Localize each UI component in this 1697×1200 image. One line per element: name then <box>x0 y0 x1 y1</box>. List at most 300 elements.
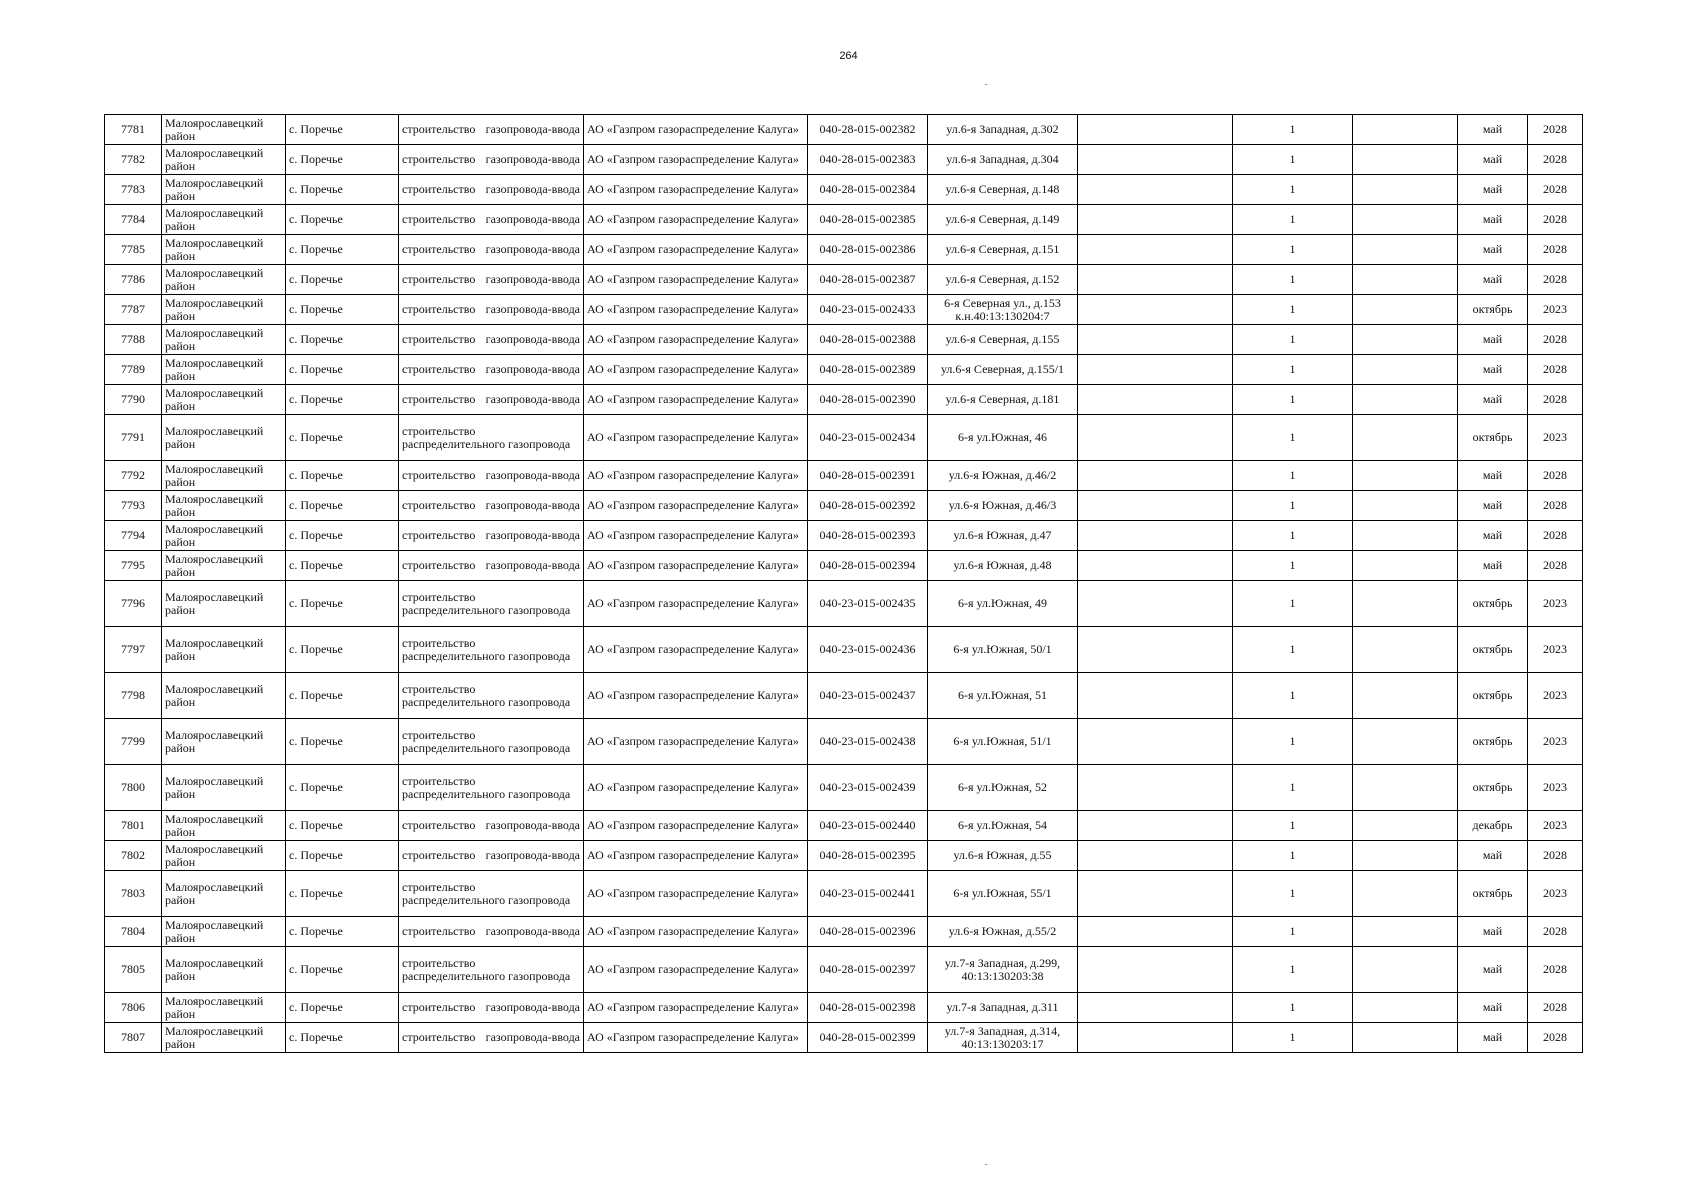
record-number: 7781 <box>105 115 162 145</box>
month-cell: май <box>1458 175 1528 205</box>
quantity-cell: 1 <box>1233 295 1353 325</box>
district-cell: Малоярославецкий район <box>162 115 286 145</box>
settlement-cell: с. Поречье <box>286 265 399 295</box>
district-cell: Малоярославецкий район <box>162 673 286 719</box>
record-number: 7795 <box>105 551 162 581</box>
empty-cell <box>1078 175 1233 205</box>
organization-cell: АО «Газпром газораспределение Калуга» <box>584 993 808 1023</box>
quantity-cell: 1 <box>1233 115 1353 145</box>
address-cell: 6-я ул.Южная, 54 <box>928 811 1078 841</box>
organization-cell: АО «Газпром газораспределение Калуга» <box>584 115 808 145</box>
month-cell: май <box>1458 1023 1528 1053</box>
object-code-cell: 040-28-015-002396 <box>808 917 928 947</box>
address-cell: 6-я ул.Южная, 51/1 <box>928 719 1078 765</box>
record-number: 7807 <box>105 1023 162 1053</box>
organization-cell: АО «Газпром газораспределение Калуга» <box>584 175 808 205</box>
empty-cell <box>1078 205 1233 235</box>
settlement-cell: с. Поречье <box>286 841 399 871</box>
address-cell: 6-я ул.Южная, 46 <box>928 415 1078 461</box>
object-code-cell: 040-28-015-002385 <box>808 205 928 235</box>
settlement-cell: с. Поречье <box>286 175 399 205</box>
organization-cell: АО «Газпром газораспределение Калуга» <box>584 841 808 871</box>
work-type-cell: строительство газопровода-ввода <box>399 235 584 265</box>
month-cell: май <box>1458 205 1528 235</box>
year-cell: 2028 <box>1528 355 1583 385</box>
object-code-cell: 040-28-015-002393 <box>808 521 928 551</box>
record-number: 7793 <box>105 491 162 521</box>
quantity-cell: 1 <box>1233 325 1353 355</box>
quantity-cell: 1 <box>1233 1023 1353 1053</box>
district-cell: Малоярославецкий район <box>162 385 286 415</box>
record-number: 7791 <box>105 415 162 461</box>
empty-cell <box>1078 115 1233 145</box>
organization-cell: АО «Газпром газораспределение Калуга» <box>584 295 808 325</box>
district-cell: Малоярославецкий район <box>162 871 286 917</box>
object-code-cell: 040-23-015-002434 <box>808 415 928 461</box>
record-number: 7784 <box>105 205 162 235</box>
month-cell: октябрь <box>1458 627 1528 673</box>
table-row <box>105 235 1583 265</box>
year-cell: 2028 <box>1528 205 1583 235</box>
empty-cell <box>1353 325 1458 355</box>
work-type-cell: строительство газопровода-ввода <box>399 295 584 325</box>
record-number: 7783 <box>105 175 162 205</box>
object-code-cell: 040-28-015-002388 <box>808 325 928 355</box>
record-number: 7790 <box>105 385 162 415</box>
quantity-cell: 1 <box>1233 175 1353 205</box>
work-type-cell: строительство газопровода-ввода <box>399 993 584 1023</box>
month-cell: октябрь <box>1458 719 1528 765</box>
year-cell: 2023 <box>1528 673 1583 719</box>
work-type-cell: строительство распределительного газопровода <box>399 415 584 461</box>
address-cell: ул.6-я Южная, д.55 <box>928 841 1078 871</box>
empty-cell <box>1353 461 1458 491</box>
address-cell: ул.6-я Северная, д.155/1 <box>928 355 1078 385</box>
record-number: 7782 <box>105 145 162 175</box>
work-type-cell: строительство газопровода-ввода <box>399 841 584 871</box>
work-type-cell: строительство газопровода-ввода <box>399 265 584 295</box>
record-number: 7798 <box>105 673 162 719</box>
empty-cell <box>1078 719 1233 765</box>
object-code-cell: 040-23-015-002433 <box>808 295 928 325</box>
month-cell: май <box>1458 325 1528 355</box>
district-cell: Малоярославецкий район <box>162 521 286 551</box>
record-number: 7786 <box>105 265 162 295</box>
quantity-cell: 1 <box>1233 385 1353 415</box>
organization-cell: АО «Газпром газораспределение Калуга» <box>584 1023 808 1053</box>
table-row <box>105 325 1583 355</box>
district-cell: Малоярославецкий район <box>162 355 286 385</box>
year-cell: 2028 <box>1528 1023 1583 1053</box>
empty-cell <box>1353 673 1458 719</box>
object-code-cell: 040-23-015-002438 <box>808 719 928 765</box>
organization-cell: АО «Газпром газораспределение Калуга» <box>584 811 808 841</box>
empty-cell <box>1078 145 1233 175</box>
record-number: 7796 <box>105 581 162 627</box>
district-cell: Малоярославецкий район <box>162 175 286 205</box>
empty-cell <box>1353 627 1458 673</box>
work-type-cell: строительство газопровода-ввода <box>399 355 584 385</box>
record-number: 7804 <box>105 917 162 947</box>
empty-cell <box>1078 461 1233 491</box>
organization-cell: АО «Газпром газораспределение Калуга» <box>584 145 808 175</box>
quantity-cell: 1 <box>1233 917 1353 947</box>
district-cell: Малоярославецкий район <box>162 491 286 521</box>
empty-cell <box>1078 295 1233 325</box>
year-cell: 2023 <box>1528 295 1583 325</box>
year-cell: 2023 <box>1528 415 1583 461</box>
empty-cell <box>1078 871 1233 917</box>
work-type-cell: строительство газопровода-ввода <box>399 521 584 551</box>
year-cell: 2023 <box>1528 765 1583 811</box>
year-cell: 2028 <box>1528 265 1583 295</box>
work-type-cell: строительство распределительного газопровода <box>399 947 584 993</box>
settlement-cell: с. Поречье <box>286 947 399 993</box>
page-number: 264 <box>839 50 858 62</box>
address-cell: ул.6-я Северная, д.152 <box>928 265 1078 295</box>
organization-cell: АО «Газпром газораспределение Калуга» <box>584 491 808 521</box>
year-cell: 2028 <box>1528 993 1583 1023</box>
table-row <box>105 175 1583 205</box>
work-type-cell: строительство газопровода-ввода <box>399 175 584 205</box>
table-row <box>105 521 1583 551</box>
empty-cell <box>1078 627 1233 673</box>
empty-cell <box>1078 325 1233 355</box>
table-row <box>105 295 1583 325</box>
quantity-cell: 1 <box>1233 765 1353 811</box>
district-cell: Малоярославецкий район <box>162 581 286 627</box>
work-type-cell: строительство газопровода-ввода <box>399 491 584 521</box>
table-row <box>105 627 1583 673</box>
object-code-cell: 040-23-015-002441 <box>808 871 928 917</box>
table-row <box>105 145 1583 175</box>
object-code-cell: 040-28-015-002386 <box>808 235 928 265</box>
district-cell: Малоярославецкий район <box>162 415 286 461</box>
quantity-cell: 1 <box>1233 461 1353 491</box>
month-cell: май <box>1458 993 1528 1023</box>
organization-cell: АО «Газпром газораспределение Калуга» <box>584 673 808 719</box>
address-cell: ул.6-я Северная, д.181 <box>928 385 1078 415</box>
table-row <box>105 765 1583 811</box>
address-cell: ул.6-я Северная, д.148 <box>928 175 1078 205</box>
year-cell: 2028 <box>1528 325 1583 355</box>
quantity-cell: 1 <box>1233 811 1353 841</box>
month-cell: май <box>1458 145 1528 175</box>
settlement-cell: с. Поречье <box>286 1023 399 1053</box>
empty-cell <box>1078 765 1233 811</box>
table-row <box>105 811 1583 841</box>
empty-cell <box>1078 841 1233 871</box>
organization-cell: АО «Газпром газораспределение Калуга» <box>584 235 808 265</box>
empty-cell <box>1078 811 1233 841</box>
month-cell: октябрь <box>1458 295 1528 325</box>
object-code-cell: 040-28-015-002389 <box>808 355 928 385</box>
empty-cell <box>1078 993 1233 1023</box>
quantity-cell: 1 <box>1233 265 1353 295</box>
settlement-cell: с. Поречье <box>286 811 399 841</box>
empty-cell <box>1353 491 1458 521</box>
empty-cell <box>1353 175 1458 205</box>
month-cell: май <box>1458 551 1528 581</box>
address-cell: ул.6-я Северная, д.151 <box>928 235 1078 265</box>
quantity-cell: 1 <box>1233 235 1353 265</box>
empty-cell <box>1078 1023 1233 1053</box>
quantity-cell: 1 <box>1233 841 1353 871</box>
quantity-cell: 1 <box>1233 551 1353 581</box>
district-cell: Малоярославецкий район <box>162 461 286 491</box>
table-row <box>105 265 1583 295</box>
table-row <box>105 1023 1583 1053</box>
settlement-cell: с. Поречье <box>286 385 399 415</box>
month-cell: октябрь <box>1458 581 1528 627</box>
scan-speck <box>985 84 987 85</box>
empty-cell <box>1353 115 1458 145</box>
district-cell: Малоярославецкий район <box>162 265 286 295</box>
work-type-cell: строительство газопровода-ввода <box>399 461 584 491</box>
table-row <box>105 841 1583 871</box>
object-code-cell: 040-28-015-002398 <box>808 993 928 1023</box>
work-type-cell: строительство распределительного газопровода <box>399 719 584 765</box>
organization-cell: АО «Газпром газораспределение Калуга» <box>584 581 808 627</box>
work-type-cell: строительство газопровода-ввода <box>399 115 584 145</box>
work-type-cell: строительство газопровода-ввода <box>399 385 584 415</box>
empty-cell <box>1353 385 1458 415</box>
month-cell: май <box>1458 461 1528 491</box>
work-type-cell: строительство распределительного газопровода <box>399 765 584 811</box>
work-type-cell: строительство газопровода-ввода <box>399 1023 584 1053</box>
table-row <box>105 461 1583 491</box>
empty-cell <box>1078 551 1233 581</box>
empty-cell <box>1353 765 1458 811</box>
quantity-cell: 1 <box>1233 627 1353 673</box>
record-number: 7785 <box>105 235 162 265</box>
month-cell: май <box>1458 841 1528 871</box>
object-code-cell: 040-23-015-002439 <box>808 765 928 811</box>
district-cell: Малоярославецкий район <box>162 145 286 175</box>
district-cell: Малоярославецкий район <box>162 1023 286 1053</box>
empty-cell <box>1078 917 1233 947</box>
organization-cell: АО «Газпром газораспределение Калуга» <box>584 917 808 947</box>
address-cell: ул.6-я Южная, д.48 <box>928 551 1078 581</box>
month-cell: май <box>1458 115 1528 145</box>
organization-cell: АО «Газпром газораспределение Калуга» <box>584 265 808 295</box>
empty-cell <box>1078 491 1233 521</box>
empty-cell <box>1353 719 1458 765</box>
record-number: 7789 <box>105 355 162 385</box>
record-number: 7794 <box>105 521 162 551</box>
organization-cell: АО «Газпром газораспределение Калуга» <box>584 355 808 385</box>
table-row <box>105 491 1583 521</box>
empty-cell <box>1353 235 1458 265</box>
district-cell: Малоярославецкий район <box>162 295 286 325</box>
year-cell: 2028 <box>1528 175 1583 205</box>
district-cell: Малоярославецкий район <box>162 235 286 265</box>
address-cell: ул.6-я Западная, д.302 <box>928 115 1078 145</box>
year-cell: 2023 <box>1528 719 1583 765</box>
empty-cell <box>1353 551 1458 581</box>
month-cell: май <box>1458 491 1528 521</box>
empty-cell <box>1353 145 1458 175</box>
record-number: 7800 <box>105 765 162 811</box>
organization-cell: АО «Газпром газораспределение Калуга» <box>584 551 808 581</box>
object-code-cell: 040-28-015-002394 <box>808 551 928 581</box>
settlement-cell: с. Поречье <box>286 627 399 673</box>
district-cell: Малоярославецкий район <box>162 993 286 1023</box>
settlement-cell: с. Поречье <box>286 325 399 355</box>
year-cell: 2028 <box>1528 521 1583 551</box>
empty-cell <box>1353 1023 1458 1053</box>
work-type-cell: строительство распределительного газопровода <box>399 673 584 719</box>
organization-cell: АО «Газпром газораспределение Калуга» <box>584 627 808 673</box>
record-number: 7799 <box>105 719 162 765</box>
year-cell: 2028 <box>1528 491 1583 521</box>
empty-cell <box>1078 581 1233 627</box>
table-row <box>105 917 1583 947</box>
settlement-cell: с. Поречье <box>286 581 399 627</box>
year-cell: 2028 <box>1528 947 1583 993</box>
empty-cell <box>1353 265 1458 295</box>
quantity-cell: 1 <box>1233 719 1353 765</box>
settlement-cell: с. Поречье <box>286 551 399 581</box>
table-row <box>105 115 1583 145</box>
organization-cell: АО «Газпром газораспределение Калуга» <box>584 205 808 235</box>
address-cell: ул.6-я Южная, д.46/3 <box>928 491 1078 521</box>
address-cell: 6-я ул.Южная, 55/1 <box>928 871 1078 917</box>
organization-cell: АО «Газпром газораспределение Калуга» <box>584 947 808 993</box>
table-row <box>105 415 1583 461</box>
organization-cell: АО «Газпром газораспределение Калуга» <box>584 461 808 491</box>
district-cell: Малоярославецкий район <box>162 627 286 673</box>
address-cell: ул.7-я Западная, д.299, 40:13:130203:38 <box>928 947 1078 993</box>
quantity-cell: 1 <box>1233 491 1353 521</box>
object-code-cell: 040-28-015-002390 <box>808 385 928 415</box>
object-code-cell: 040-28-015-002391 <box>808 461 928 491</box>
settlement-cell: с. Поречье <box>286 461 399 491</box>
district-cell: Малоярославецкий район <box>162 811 286 841</box>
work-type-cell: строительство газопровода-ввода <box>399 551 584 581</box>
address-cell: ул.6-я Южная, д.47 <box>928 521 1078 551</box>
quantity-cell: 1 <box>1233 205 1353 235</box>
work-type-cell: строительство газопровода-ввода <box>399 205 584 235</box>
object-code-cell: 040-28-015-002395 <box>808 841 928 871</box>
object-code-cell: 040-28-015-002384 <box>808 175 928 205</box>
district-cell: Малоярославецкий район <box>162 551 286 581</box>
empty-cell <box>1353 521 1458 551</box>
address-cell: 6-я Северная ул., д.153 к.н.40:13:130204:7 <box>928 295 1078 325</box>
table-row <box>105 993 1583 1023</box>
work-type-cell: строительство распределительного газопровода <box>399 871 584 917</box>
settlement-cell: с. Поречье <box>286 871 399 917</box>
address-cell: ул.6-я Западная, д.304 <box>928 145 1078 175</box>
record-number: 7792 <box>105 461 162 491</box>
address-cell: ул.6-я Южная, д.55/2 <box>928 917 1078 947</box>
quantity-cell: 1 <box>1233 993 1353 1023</box>
object-code-cell: 040-28-015-002399 <box>808 1023 928 1053</box>
gas-connection-registry-table <box>104 114 1583 1053</box>
district-cell: Малоярославецкий район <box>162 205 286 235</box>
organization-cell: АО «Газпром газораспределение Калуга» <box>584 415 808 461</box>
empty-cell <box>1078 521 1233 551</box>
district-cell: Малоярославецкий район <box>162 841 286 871</box>
empty-cell <box>1353 415 1458 461</box>
organization-cell: АО «Газпром газораспределение Калуга» <box>584 719 808 765</box>
month-cell: май <box>1458 521 1528 551</box>
year-cell: 2028 <box>1528 385 1583 415</box>
district-cell: Малоярославецкий район <box>162 765 286 811</box>
month-cell: декабрь <box>1458 811 1528 841</box>
quantity-cell: 1 <box>1233 673 1353 719</box>
empty-cell <box>1353 811 1458 841</box>
quantity-cell: 1 <box>1233 947 1353 993</box>
work-type-cell: строительство газопровода-ввода <box>399 325 584 355</box>
district-cell: Малоярославецкий район <box>162 947 286 993</box>
work-type-cell: строительство газопровода-ввода <box>399 811 584 841</box>
object-code-cell: 040-23-015-002436 <box>808 627 928 673</box>
table-row <box>105 871 1583 917</box>
empty-cell <box>1353 581 1458 627</box>
organization-cell: АО «Газпром газораспределение Калуга» <box>584 385 808 415</box>
work-type-cell: строительство газопровода-ввода <box>399 145 584 175</box>
district-cell: Малоярославецкий район <box>162 917 286 947</box>
month-cell: октябрь <box>1458 871 1528 917</box>
organization-cell: АО «Газпром газораспределение Калуга» <box>584 325 808 355</box>
empty-cell <box>1078 235 1233 265</box>
table-row <box>105 551 1583 581</box>
scan-speck <box>985 1164 987 1165</box>
table-row <box>105 947 1583 993</box>
quantity-cell: 1 <box>1233 415 1353 461</box>
record-number: 7806 <box>105 993 162 1023</box>
settlement-cell: с. Поречье <box>286 917 399 947</box>
year-cell: 2028 <box>1528 115 1583 145</box>
year-cell: 2028 <box>1528 917 1583 947</box>
quantity-cell: 1 <box>1233 521 1353 551</box>
record-number: 7788 <box>105 325 162 355</box>
object-code-cell: 040-28-015-002383 <box>808 145 928 175</box>
table-row <box>105 673 1583 719</box>
month-cell: октябрь <box>1458 415 1528 461</box>
empty-cell <box>1078 355 1233 385</box>
record-number: 7803 <box>105 871 162 917</box>
empty-cell <box>1078 265 1233 295</box>
record-number: 7802 <box>105 841 162 871</box>
empty-cell <box>1353 205 1458 235</box>
settlement-cell: с. Поречье <box>286 295 399 325</box>
object-code-cell: 040-23-015-002440 <box>808 811 928 841</box>
table-row <box>105 719 1583 765</box>
year-cell: 2028 <box>1528 841 1583 871</box>
organization-cell: АО «Газпром газораспределение Калуга» <box>584 521 808 551</box>
address-cell: 6-я ул.Южная, 51 <box>928 673 1078 719</box>
empty-cell <box>1353 841 1458 871</box>
year-cell: 2023 <box>1528 627 1583 673</box>
object-code-cell: 040-28-015-002387 <box>808 265 928 295</box>
address-cell: ул.6-я Северная, д.155 <box>928 325 1078 355</box>
address-cell: ул.6-я Северная, д.149 <box>928 205 1078 235</box>
settlement-cell: с. Поречье <box>286 673 399 719</box>
work-type-cell: строительство газопровода-ввода <box>399 917 584 947</box>
organization-cell: АО «Газпром газораспределение Калуга» <box>584 765 808 811</box>
registry-body <box>105 115 1583 1053</box>
empty-cell <box>1353 917 1458 947</box>
object-code-cell: 040-28-015-002397 <box>808 947 928 993</box>
record-number: 7801 <box>105 811 162 841</box>
empty-cell <box>1078 673 1233 719</box>
month-cell: май <box>1458 385 1528 415</box>
table-row <box>105 581 1583 627</box>
quantity-cell: 1 <box>1233 355 1353 385</box>
district-cell: Малоярославецкий район <box>162 325 286 355</box>
